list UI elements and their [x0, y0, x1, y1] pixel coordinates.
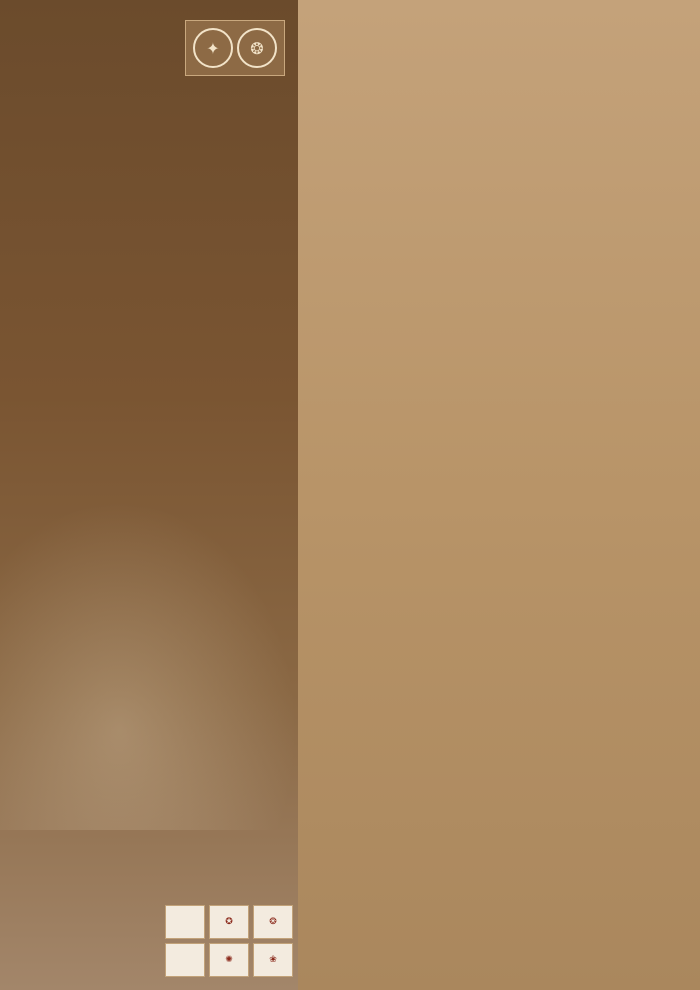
sponsor-flower-icon: ❀ [253, 943, 293, 977]
right-panel [298, 0, 700, 990]
sponsor-seal-icon: ❂ [253, 905, 293, 939]
university-seal-icon: ✪ [209, 905, 249, 939]
partner-logos [165, 905, 293, 977]
section-c [11, 697, 286, 699]
contact-spacer [216, 812, 286, 836]
civilica-logo [165, 905, 205, 939]
isc-logo [165, 943, 205, 977]
contact-values [8, 812, 208, 848]
contact-labels [216, 812, 286, 836]
section-b [11, 560, 286, 562]
faculty-logo-icon: ✦ [193, 28, 233, 68]
sponsor-emblem-icon: ✺ [209, 943, 249, 977]
razi-university-logo-icon: ❂ [237, 28, 277, 68]
contact-address [68, 812, 208, 848]
host-logos [185, 20, 285, 76]
section-a [11, 440, 286, 442]
